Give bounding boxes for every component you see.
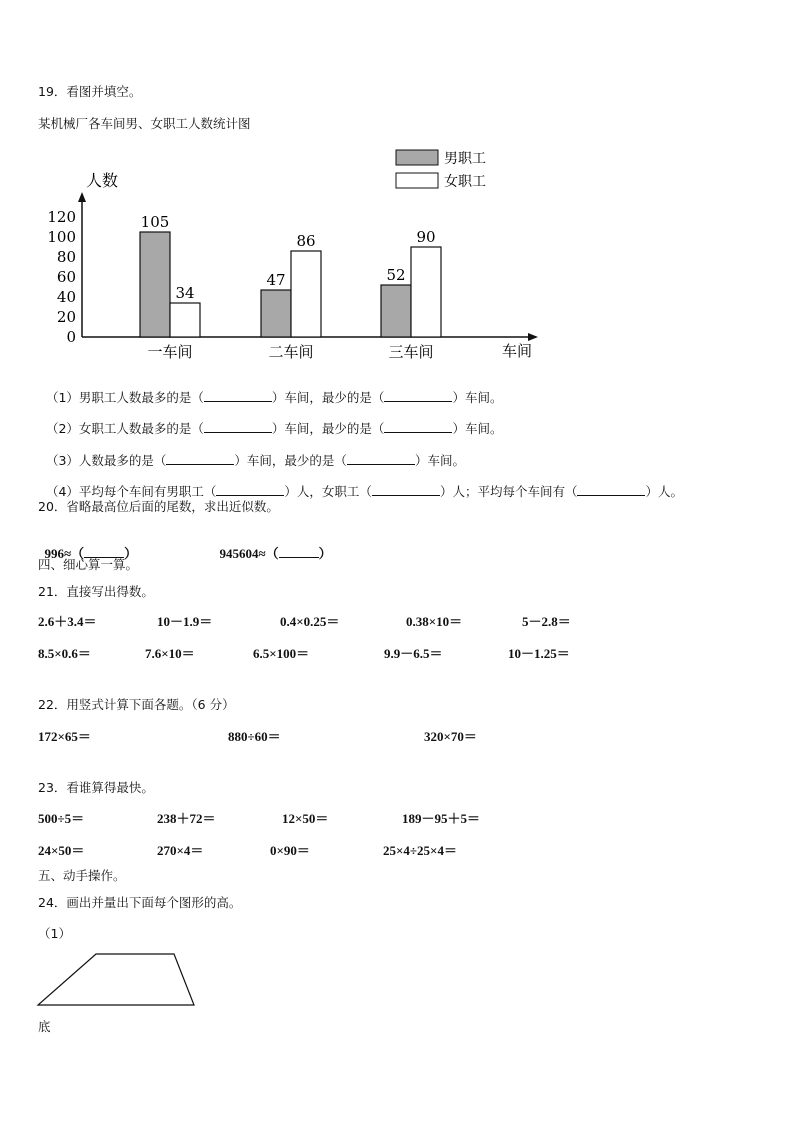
q23-heading: 23．看谁算得最快。 (38, 780, 154, 795)
q23-problem: 189－95＋5＝ (402, 811, 481, 826)
chart-title: 某机械厂各车间男、女职工人数统计图 (38, 116, 251, 131)
answer-blank[interactable] (166, 453, 234, 465)
q24-heading: 24．画出并量出下面每个图形的高。 (38, 895, 242, 910)
y-axis-arrow (78, 192, 86, 202)
base-label: 底 (38, 1019, 51, 1034)
answer-blank[interactable] (204, 421, 272, 433)
x-axis-label: 车间 (502, 342, 533, 360)
y-tick-label: 100 (47, 228, 76, 246)
section-5-heading: 五、动手操作。 (38, 868, 126, 883)
x-tick-label: 二车间 (268, 343, 314, 361)
legend-swatch-female (396, 173, 438, 188)
q19-item-2-text-b: ）车间，最少的是（ (271, 421, 385, 436)
q20-item-1-text-a: 996≈（ (44, 546, 85, 561)
q19-item-3 (38, 437, 465, 469)
y-tick-label: 20 (56, 308, 76, 326)
q19-item-3-text-a: （3）人数最多的是（ (45, 453, 167, 468)
q21-problem: 10－1.25＝ (508, 646, 570, 661)
q21-problem: 0.4×0.25＝ (280, 614, 340, 629)
q19-item-2-text-c: ）车间。 (452, 421, 503, 436)
bar-male (381, 285, 411, 337)
y-tick-label: 80 (56, 248, 76, 266)
q20-heading: 20．省略最高位后面的尾数，求出近似数。 (38, 499, 279, 514)
legend-label-male: 男职工 (444, 151, 486, 167)
q19-item-3-text-b: ）车间，最少的是（ (234, 453, 347, 468)
q21-problem: 2.6＋3.4＝ (38, 614, 97, 629)
y-tick-label: 60 (56, 268, 76, 286)
q21-heading: 21．直接写出得数。 (38, 584, 154, 599)
q19-item-2-text-a: （2）女职工人数最多的是（ (45, 421, 204, 436)
q21-problem: 10－1.9＝ (157, 614, 213, 629)
bar-value-label: 34 (175, 284, 195, 302)
bar-value-label: 86 (296, 232, 316, 250)
q21-problem: 0.38×10＝ (406, 614, 463, 629)
answer-blank[interactable] (384, 421, 452, 433)
q23-problem: 25×4÷25×4＝ (383, 843, 457, 858)
q19-item-4 (38, 468, 683, 500)
answer-blank[interactable] (279, 546, 319, 558)
x-tick-label: 三车间 (388, 343, 434, 361)
q23-problem: 0×90＝ (270, 843, 310, 858)
q19-item-3-text-c: ）车间。 (414, 453, 465, 468)
answer-blank[interactable] (204, 390, 272, 402)
q21-problem: 9.9－6.5＝ (384, 646, 443, 661)
bar-chart (36, 140, 556, 366)
q19-item-4-text-c: ）人；平均每个车间有（ (439, 484, 578, 499)
bar-value-label: 47 (266, 271, 286, 289)
q19-item-1-text-b: ）车间，最少的是（ (271, 390, 385, 405)
q24-part-label: （1） (38, 926, 71, 941)
q23-problem: 270×4＝ (157, 843, 204, 858)
q19-item-4-text-b: ）人，女职工（ (284, 484, 372, 499)
q20-item-2-text-a: 945604≈（ (219, 546, 279, 561)
bar-value-label: 105 (140, 213, 170, 231)
q21-problem: 7.6×10＝ (145, 646, 195, 661)
q23-problem: 12×50＝ (282, 811, 329, 826)
y-tick-label: 120 (47, 208, 76, 226)
legend-swatch-male (396, 150, 438, 165)
y-axis-label: 人数 (86, 171, 119, 190)
q19-item-1 (38, 374, 502, 406)
q19-item-4-text-d: ）人。 (645, 484, 683, 499)
x-tick-label: 一车间 (147, 343, 193, 361)
answer-blank[interactable] (384, 390, 452, 402)
q21-problem: 6.5×100＝ (253, 646, 310, 661)
q19-item-1-text-a: （1）男职工人数最多的是（ (45, 390, 204, 405)
trapezoid-figure[interactable] (34, 948, 200, 1010)
bar-female (411, 247, 441, 337)
q19-item-1-text-c: ）车间。 (452, 390, 503, 405)
chart-legend (396, 150, 486, 190)
bar-male (140, 232, 170, 337)
y-tick-label: 40 (56, 288, 76, 306)
q19-item-4-text-a: （4）平均每个车间有男职工（ (45, 484, 217, 499)
legend-label-female: 女职工 (444, 174, 486, 190)
q19-item-2 (38, 405, 502, 437)
trapezoid-shape (38, 954, 194, 1005)
bar-female (291, 251, 321, 337)
q20-item-1-text-b: ） (124, 546, 138, 561)
q19-heading: 19．看图并填空。 (38, 84, 142, 99)
q23-problem: 500÷5＝ (38, 811, 85, 826)
bar-value-label: 52 (386, 266, 406, 284)
q20-item-2 (213, 530, 332, 562)
section-4-heading: 四、细心算一算。 (38, 557, 139, 572)
bar-female (170, 303, 200, 337)
q23-problem: 24×50＝ (38, 843, 85, 858)
q23-problem: 238＋72＝ (157, 811, 216, 826)
x-axis-arrow (528, 333, 538, 341)
q22-heading: 22．用竖式计算下面各题。（6 分） (38, 697, 235, 712)
q21-problem: 8.5×0.6＝ (38, 646, 91, 661)
y-tick-label: 0 (66, 328, 76, 346)
answer-blank[interactable] (216, 484, 284, 496)
answer-blank[interactable] (347, 453, 415, 465)
q20-item-2-text-b: ） (318, 546, 332, 561)
answer-blank[interactable] (577, 484, 645, 496)
q21-problem: 5－2.8＝ (522, 614, 571, 629)
bar-value-label: 90 (416, 228, 436, 246)
q22-problem: 880÷60＝ (228, 729, 281, 744)
q22-problem: 172×65＝ (38, 729, 91, 744)
q22-problem: 320×70＝ (424, 729, 477, 744)
answer-blank[interactable] (372, 484, 440, 496)
bar-male (261, 290, 291, 337)
